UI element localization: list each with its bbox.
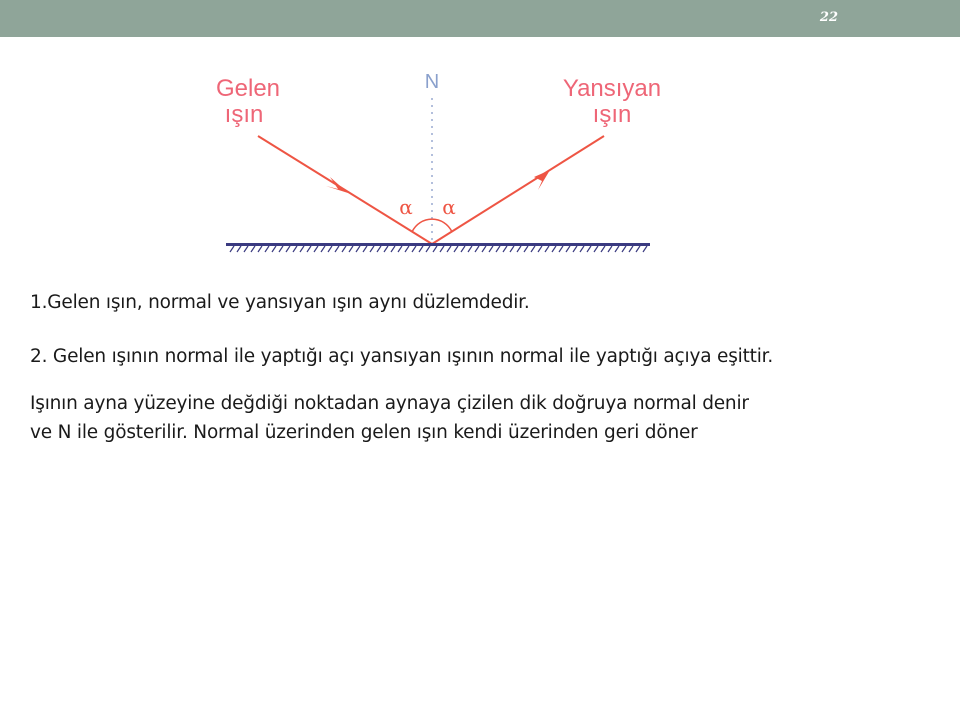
top-bar <box>0 0 960 37</box>
mirror-hatch-mark <box>286 246 290 252</box>
mirror-hatch-mark <box>580 246 584 252</box>
mirror-hatch-mark <box>643 246 647 252</box>
mirror-hatch-mark <box>552 246 556 252</box>
mirror-hatch-mark <box>587 246 591 252</box>
mirror-hatch-mark <box>384 246 388 252</box>
mirror-hatch-mark <box>601 246 605 252</box>
reflected-ray-arrow-icon <box>534 170 550 190</box>
slide-number: 22 <box>819 10 838 25</box>
definition-line-2: ve N ile gösterilir. Normal üzerinden gelen ışın kendi üzerinden geri döner <box>30 422 698 443</box>
mirror-hatch-mark <box>370 246 374 252</box>
mirror-hatch-mark <box>426 246 430 252</box>
mirror-hatch-mark <box>559 246 563 252</box>
mirror-hatch-mark <box>230 246 234 252</box>
mirror-hatch-mark <box>454 246 458 252</box>
mirror-hatch-mark <box>356 246 360 252</box>
mirror-hatch-mark <box>468 246 472 252</box>
normal-definition <box>30 389 749 447</box>
mirror-hatch-mark <box>251 246 255 252</box>
mirror-hatch-mark <box>265 246 269 252</box>
mirror-hatch-mark <box>629 246 633 252</box>
mirror-hatch-mark <box>545 246 549 252</box>
mirror-hatch-mark <box>566 246 570 252</box>
mirror-hatch-mark <box>342 246 346 252</box>
angle-alpha-right: α <box>442 195 456 219</box>
mirror-hatch-mark <box>398 246 402 252</box>
mirror-surface <box>226 243 650 246</box>
angle-alpha-left: α <box>399 195 413 219</box>
mirror-hatch-mark <box>328 246 332 252</box>
mirror-hatch-mark <box>573 246 577 252</box>
mirror-hatch-mark <box>258 246 262 252</box>
mirror-hatch-mark <box>475 246 479 252</box>
mirror-hatch-mark <box>489 246 493 252</box>
incident-ray-label: Gelen <box>215 75 281 102</box>
mirror-hatch-mark <box>615 246 619 252</box>
mirror-hatch-mark <box>244 246 248 252</box>
mirror-hatch-mark <box>594 246 598 252</box>
mirror-hatching <box>230 246 647 252</box>
mirror-hatch-mark <box>391 246 395 252</box>
incident-ray-label-2: ışın <box>224 101 264 128</box>
reflected-ray <box>432 136 604 244</box>
mirror-hatch-mark <box>335 246 339 252</box>
mirror-hatch-mark <box>419 246 423 252</box>
reflected-ray-label-2: ışın <box>592 101 632 128</box>
mirror-hatch-mark <box>279 246 283 252</box>
mirror-hatch-mark <box>482 246 486 252</box>
law-two: 2. Gelen ışının normal ile yaptığı açı yansıyan ışının normal ile yaptığı açıya eşittir. <box>30 346 774 367</box>
mirror-hatch-mark <box>377 246 381 252</box>
mirror-hatch-mark <box>293 246 297 252</box>
mirror-hatch-mark <box>405 246 409 252</box>
mirror-hatch-mark <box>608 246 612 252</box>
mirror-hatch-mark <box>538 246 542 252</box>
mirror-hatch-mark <box>461 246 465 252</box>
incident-ray <box>258 136 432 244</box>
mirror-hatch-mark <box>349 246 353 252</box>
mirror-hatch-mark <box>433 246 437 252</box>
mirror-hatch-mark <box>412 246 416 252</box>
mirror-hatch-mark <box>300 246 304 252</box>
mirror-hatch-mark <box>524 246 528 252</box>
mirror-hatch-mark <box>307 246 311 252</box>
reflected-ray-label: Yansıyan <box>562 75 662 102</box>
definition-line-1: Işının ayna yüzeyine değdiği noktadan aynaya çizilen dik doğruya normal denir <box>30 393 749 414</box>
normal-label: N <box>424 71 440 93</box>
mirror-hatch-mark <box>237 246 241 252</box>
mirror-hatch-mark <box>531 246 535 252</box>
law-one: 1.Gelen ışın, normal ve yansıyan ışın aynı düzlemdedir. <box>30 292 530 313</box>
mirror-hatch-mark <box>321 246 325 252</box>
mirror-hatch-mark <box>447 246 451 252</box>
mirror-hatch-mark <box>363 246 367 252</box>
mirror-hatch-mark <box>636 246 640 252</box>
mirror-hatch-mark <box>314 246 318 252</box>
mirror-hatch-mark <box>517 246 521 252</box>
reflection-diagram <box>180 60 700 260</box>
mirror-hatch-mark <box>503 246 507 252</box>
mirror-hatch-mark <box>510 246 514 252</box>
mirror-hatch-mark <box>272 246 276 252</box>
mirror-hatch-mark <box>496 246 500 252</box>
mirror-hatch-mark <box>440 246 444 252</box>
mirror-hatch-mark <box>622 246 626 252</box>
